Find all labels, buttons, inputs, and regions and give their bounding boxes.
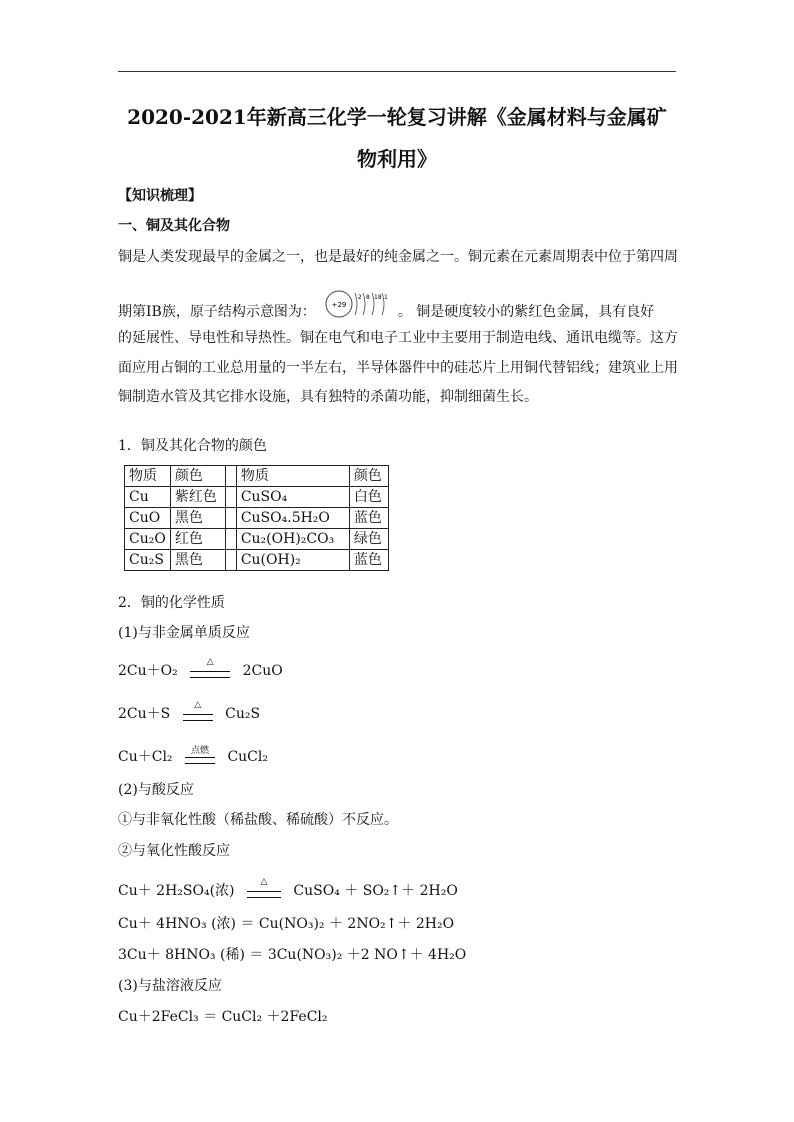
intro-line-5: 铜制造水管及其它排水设施，具有独特的杀菌功能，抑制细菌生长。: [118, 389, 538, 406]
table-cell: Cu: [125, 487, 171, 508]
table-row: [125, 529, 389, 550]
eq4-left: Cu＋ 2H₂SO₄(浓): [118, 883, 235, 899]
eq1-right: 2CuO: [242, 663, 283, 679]
heat-icon: △: [260, 877, 268, 887]
table-cell: 黑色: [170, 550, 225, 571]
double-line: [247, 891, 281, 898]
table-separator-cell: [225, 487, 236, 508]
heat-icon: △: [194, 700, 202, 710]
intro-line-4: 面应用占铜的工业总用量的一半左右，半导体器件中的硅芯片上用铜代替铝线；建筑业上用: [118, 359, 678, 376]
eq2-right: Cu₂S: [225, 706, 261, 722]
subheading-salt: (3)与盐溶液反应: [118, 978, 222, 994]
subheading-nonmetal: (1)与非金属单质反应: [118, 625, 250, 641]
table-cell: Cu₂S: [125, 550, 171, 571]
equation-cu-cl2: [118, 746, 268, 767]
table-header-cell: 物质: [125, 466, 171, 487]
table-cell: Cu₂O: [125, 529, 171, 550]
table-cell: CuSO₄: [236, 487, 349, 508]
eq4-right: CuSO₄ ＋ SO₂↑＋ 2H₂O: [293, 883, 458, 899]
table-cell: 紫红色: [170, 487, 225, 508]
eq2-condition: [183, 700, 213, 724]
heat-icon: △: [206, 657, 214, 667]
table-cell: 蓝色: [349, 508, 388, 529]
equation-cu-o2: [118, 657, 283, 681]
intro-line-2a: 期第ⅠB族，原子结构示意图为：: [118, 303, 316, 320]
heading-colors: 1．铜及其化合物的颜色: [118, 438, 267, 454]
subheading-acid: (2)与酸反应: [118, 782, 194, 798]
header-rule: [118, 71, 676, 72]
shell-3: 18: [373, 293, 382, 301]
table-cell: 白色: [349, 487, 388, 508]
eq4-condition: [247, 877, 281, 901]
table-header-row: [125, 466, 389, 487]
table-cell: CuO: [125, 508, 171, 529]
equation-cu-hno3-conc: Cu＋ 4HNO₃ (浓) ＝ Cu(NO₃)₂ ＋ 2NO₂↑＋ 2H₂O: [118, 916, 455, 932]
table-row: [125, 487, 389, 508]
equation-cu-hno3-dilute: 3Cu＋ 8HNO₃ (稀) ＝ 3Cu(NO₃)₂ ＋2 NO↑＋ 4H₂O: [118, 947, 467, 963]
eq2-left: 2Cu＋S: [118, 706, 171, 722]
equation-cu-h2so4: [118, 877, 458, 901]
subsection-heading: 一、铜及其化合物: [118, 218, 230, 234]
section-header: 【知识梳理】: [118, 188, 202, 204]
table-header-cell: 物质: [236, 466, 349, 487]
table-separator-cell: [225, 466, 236, 487]
double-line: [190, 671, 230, 678]
intro-paragraph: [118, 243, 676, 413]
eq1-condition: [190, 657, 230, 681]
title-line-1: 2020-2021年新高三化学一轮复习讲解《金属材料与金属矿: [127, 105, 667, 129]
page-title: [118, 96, 676, 180]
atom-structure-diagram: [322, 287, 392, 321]
shell-2: 8: [365, 293, 370, 301]
table-separator-cell: [225, 550, 236, 571]
intro-line-3: 的延展性、导电性和导热性。铜在电气和电子工业中主要用于制造电线、通讯电缆等。这方: [118, 330, 678, 347]
acid-note-oxidizing: ②与氧化性酸反应: [118, 843, 230, 859]
table-cell: 红色: [170, 529, 225, 550]
table-cell: 绿色: [349, 529, 388, 550]
title-line-2: 物利用》: [357, 147, 437, 171]
eq3-left: Cu＋Cl₂: [118, 749, 173, 765]
equation-cu-s: [118, 700, 261, 724]
double-line: [183, 714, 213, 721]
table-cell: Cu₂(OH)₂CO₃: [236, 529, 349, 550]
intro-line-2b: 。 铜是硬度较小的紫红色金属，具有良好: [397, 303, 655, 320]
table-header-cell: 颜色: [170, 466, 225, 487]
table-header-cell: 颜色: [349, 466, 388, 487]
acid-note-nonoxidizing: ①与非氧化性酸（稀盐酸、稀硫酸）不反应。: [118, 812, 398, 828]
intro-line-2: [118, 295, 676, 325]
equation-cu-fecl3: Cu＋2FeCl₃ ＝ CuCl₂ ＋2FeCl₂: [118, 1009, 328, 1025]
double-line: [185, 757, 215, 764]
heading-properties: 2．铜的化学性质: [118, 595, 225, 611]
table-separator-cell: [225, 529, 236, 550]
table-cell: CuSO₄.5H₂O: [236, 508, 349, 529]
intro-line-1: 铜是人类发现最早的金属之一，也是最好的纯金属之一。铜元素在元素周期表中位于第四周: [118, 249, 678, 265]
eq3-condition: [185, 747, 215, 767]
color-table: [124, 465, 389, 571]
shell-1: 2: [357, 293, 362, 301]
table-cell: 黑色: [170, 508, 225, 529]
eq1-left: 2Cu＋O₂: [118, 663, 178, 679]
table-row: [125, 508, 389, 529]
atom-nucleus: +29: [331, 300, 347, 309]
table-cell: 蓝色: [349, 550, 388, 571]
eq3-right: CuCl₂: [227, 749, 268, 765]
shell-4: 1: [383, 293, 388, 301]
table-separator-cell: [225, 508, 236, 529]
ignite-label: 点燃: [190, 746, 209, 756]
table-row: [125, 550, 389, 571]
table-cell: Cu(OH)₂: [236, 550, 349, 571]
